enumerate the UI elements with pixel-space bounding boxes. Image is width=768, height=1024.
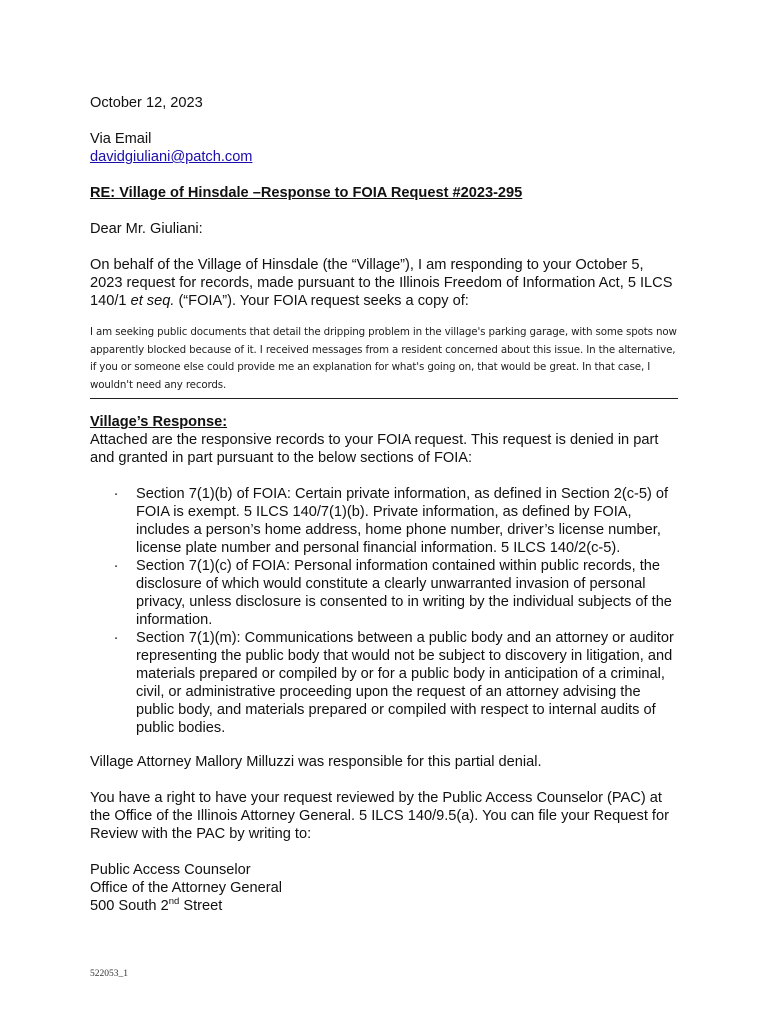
review-paragraph: You have a right to have your request reviewed by the Public Access Counselor (PAC) at the Office of the Illinois Attorney General. 5 ILCS 140/9.5(a). You can file your Request for Review with the PAC by writing to: [90, 790, 669, 842]
response-heading-wrap [90, 413, 678, 431]
quoted-request-box [90, 324, 678, 399]
intro-paragraph [90, 256, 678, 310]
bullet-marker: · [113, 630, 119, 646]
list-item [110, 557, 680, 629]
address-ordinal: nd [168, 896, 180, 908]
list-item-text: Section 7(1)(c) of FOIA: Personal information contained within public records, the disclosure of which would constitute a clearly unwarranted invasion of personal privacy, unless disclosure is consented to in writing by the individual subjects of the information. [136, 558, 672, 628]
email-line [90, 148, 678, 166]
bullet-marker: · [113, 486, 119, 502]
address-line-2: Office of the Attorney General [90, 880, 282, 896]
intro-text-2: (“FOIA”). Your FOIA request seeks a copy of: [174, 293, 469, 309]
address-street-name: Street [179, 898, 223, 914]
delivery-method: Via Email [90, 131, 152, 147]
letter-date: October 12, 2023 [90, 95, 203, 111]
list-item [110, 629, 680, 737]
response-heading: Village’s Response: [90, 414, 228, 430]
address-line-3 [90, 897, 678, 915]
address-street-number: 500 South 2 [90, 898, 169, 914]
recipient-email-link[interactable]: davidgiuliani@patch.com [90, 149, 253, 165]
list-item [110, 485, 680, 557]
re-line-wrap [90, 184, 678, 202]
list-item-text: Section 7(1)(m): Communications between a public body and an attorney or auditor representing the public body that would not be subject to discovery in litigation, and materials prepared or compiled by or for a public body in anticipation of a criminal, civil, or administrative proceeding upon the request of an attorney advising the public body, and materials prepared or compiled with respect to internal audits of public bodies. [136, 630, 674, 736]
re-line: RE: Village of Hinsdale –Response to FOIA Request #2023-295 [90, 185, 523, 201]
bullet-marker: · [113, 558, 119, 574]
intro-italic: et seq. [130, 293, 175, 309]
responsible-statement: Village Attorney Mallory Milluzzi was responsible for this partial denial. [90, 754, 542, 770]
exemption-list [110, 485, 680, 737]
response-intro: Attached are the responsive records to your FOIA request. This request is denied in part and granted in part pursuant to the below sections of FOIA: [90, 432, 659, 466]
salutation: Dear Mr. Giuliani: [90, 221, 203, 237]
document-code: 522053_1 [90, 969, 128, 979]
list-item-text: Section 7(1)(b) of FOIA: Certain private information, as defined in Section 2(c-5) of FOIA is exempt. 5 ILCS 140/7(1)(b). Private information, as defined by FOIA, includes a person’s home address, home phone number, driver’s license number, license plate number and personal financial information. 5 ILCS 140/2(c-5). [136, 486, 669, 556]
intro-text-1: On behalf of the Village of Hinsdale (the “Village”), I am responding to your October 5, 2023 request for records, made pursuant to the Illinois Freedom of Information Act, 5 ILCS 140/1 [90, 257, 673, 309]
address-line-1: Public Access Counselor [90, 862, 251, 878]
quoted-request-text: I am seeking public documents that detail the dripping problem in the village's parking garage, with some spots now apparently blocked because of it. I received messages from a resident concerned about this issue. In the alternative, if you or someone else could provide me an explanation for what's going on, that would be great. In that case, I wouldn't need any records. [90, 326, 677, 391]
